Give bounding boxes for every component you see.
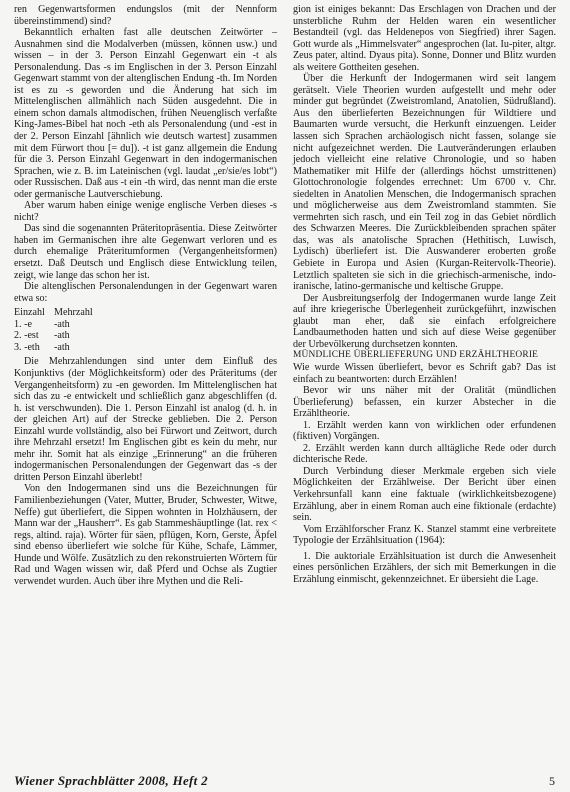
paragraph: Bekanntlich erhalten fast alle deutschen Zeitwörter – Ausnahmen sind die Modalverben (müssen, können usw.) und wissen – in der 3. Person Einzahl Gegenwart ein -t als Personalendung. Das -s im Englischen in der 3. Person Einzahl Gegenwart stammt von der altenglischen Endung -th. Im Norden ist es zu -s geworden und die Änderung hat sich im Mittelenglischen allmählich nach Süden ausgedehnt. Die in einem schon damals altmodischen, frühen Neuenglisch verfaßte King-James-Bibel hat noch -eth als Personalendung (und -est in der 2. Person Einzahl [ähnlich wie deutsch wartest] zusammen mit dem Fürwort thou [= du]). -t ist ganz allgemein die Endung für die 3. Person Einzahl Gegenwart in den indogermanischen Sprachen, wie z. B. im Lateinischen (vgl. laudat „er/sie/es lobt“) oder Russischen. Daß aus -t ein -th wird, das nennt man die erste oder germanische Lautverschiebung. [14, 27, 277, 200]
paragraph: Das sind die sogenannten Präteritopräsentia. Diese Zeitwörter haben im Germanischen ihre alte Gegenwart verloren und es durch ehemalige Präteritumformen (Vergangenheitsformen) ersetzt. Daß Deutsch und Englisch diese Entwicklung teilen, zeigt, wie lange das schon her ist. [14, 223, 277, 281]
paragraph: 2. Erzählt werden kann durch alltägliche Rede oder durch dichterische Rede. [293, 442, 556, 466]
right-column [293, 4, 556, 585]
table-cell: 1. -e [14, 318, 32, 330]
table-cell: -ath [54, 341, 70, 353]
paragraph: Vom Erzählforscher Franz K. Stanzel stammt eine verbreitete Typologie der Erzählsituation (1964): [293, 523, 556, 547]
paragraph: gion ist einiges bekannt: Das Erschlagen von Drachen und der unsterbliche Ruhm der Helden waren ein wesentlicher Bestandteil (vgl. das Heldenepos von Siegfried) ihrer Sagen. Gott wurde als „Himmelsvater“ angesprochen (lat. Iu-piter, altgr. Zeus pater, altind. Dyaus pita). Sonne, Donner und Blitz wurden als weitere Gottheiten gesehen. [293, 4, 556, 73]
table-cell: -ath [54, 318, 70, 330]
section-heading: MÜNDLICHE ÜBERLIEFERUNG UND ERZÄHLTHEORIE [293, 350, 539, 361]
paragraph: Die altenglischen Personalendungen in der Gegenwart waren etwa so: [14, 281, 277, 304]
table-cell: 2. -est [14, 330, 39, 342]
table-cell: -ath [54, 330, 70, 342]
paragraph: Wie wurde Wissen überliefert, bevor es Schrift gab? Das ist einfach zu beantworten: durch Erzählen! [293, 361, 556, 385]
table-cell: 3. -eth [14, 341, 40, 353]
left-column [14, 4, 277, 587]
endings-table [14, 307, 277, 353]
paragraph: Bevor wir uns näher mit der Oralität (mündlichen Überlieferung) befassen, ein kurzer Abstecher in die Erzähltheorie. [293, 385, 556, 420]
paragraph: Über die Herkunft der Indogermanen wird seit langem gerätselt. Viele Theorien wurden aufgestellt und mehr oder minder gut begründet (Zweistromland, Anatolien, Südrußland). Aus den überlieferten Bezeichnungen für Wildtiere und Baumarten wurde versucht, die Herkunft einzuengen. Leider lassen sich Sprachen archäologisch nicht fassen, solange sie nicht aufgezeichnet werden. Die Lautveränderungen erlauben jedoch vielleicht eine relative Chronologie, und so haben Mathematiker mit Hilfe der (allerdings höchst umstrittenen) Glottochronologie folgendes errechnet: Um 6700 v. Chr. siedelten in Anatolien Menschen, die Indogermanisch sprachen und möglicherweise aus dem Zweistromland stammten. Sie vermehrten sich rasch, und ein Teil zog in das Gebiet nördlich des Schwarzen Meeres. Die Zurückbleibenden sprachen später das, was als anatolische Sprachen (Hethitisch, Luwisch, Lydisch) überliefert ist. Die Auswanderer eroberten große Gebiete in Europa und Asien (Kurgan-Reitervolk-Theorie). Letztlich spalteten sie sich in die griechisch-armenische, indo-iranische, latino-germanische und keltische Gruppe. [293, 73, 556, 293]
paragraph: 1. Die auktoriale Erzählsituation ist durch die Anwesenheit eines persönlichen Erzählers, der sich mit Bemerkungen in die Erzählung einmischt, gekennzeichnet. Er übersieht die Lage. [293, 550, 556, 585]
paragraph: Durch Verbindung dieser Merkmale ergeben sich viele Möglichkeiten der Erzählweise. Der Bericht über einen Verkehrsunfall kann eine faktuale (wirklichkeitsbezogene) Erzählung, aber in einem Roman auch eine fiktionale (erdachte) sein. [293, 465, 556, 524]
page-number: 5 [549, 774, 555, 788]
paragraph: Aber warum haben einige wenige englische Verben dieses -s nicht? [14, 200, 277, 223]
paragraph: 1. Erzählt werden kann von wirklichen oder erfundenen (fiktiven) Vorgängen. [293, 419, 556, 443]
paragraph: Von den Indogermanen sind uns die Bezeichnungen für Familienbeziehungen (Vater, Mutter, Bruder, Schwester, Witwe, Neffe) gut überliefert, die Sippen wohnten in Holzhäusern, der Mann war der „Hausherr“. Es gab Stammeshäuptlinge (lat. rex < regs, altind. raja). Wörter für säen, pflügen, Korn, Gerste, Äpfel sind ebenso überliefert wie solche für Kühe, Schafe, Lämmer, Hunde und Wölfe. Zusätzlich zu den rekonstruierten Wörtern für Rad und Wagen wissen wir, daß Pferd und Ochse als Zugtier verwendet wurden. Auch über ihre Mythen und die Reli- [14, 483, 277, 587]
paragraph: Der Ausbreitungserfolg der Indogermanen wurde lange Zeit auf ihre kriegerische Überlegenheit zurückgeführt, inzwischen glaubt man eher, daß sie einfach erfolgreichere Landbaumethoden hatten und sich auf diese Weise gegenüber der Urbevölkerung durchsetzen konnten. [293, 292, 556, 350]
journal-footer: Wiener Sprachblätter 2008, Heft 2 [14, 773, 208, 788]
paragraph: ren Gegenwartsformen endungslos (mit der Nennform übereinstimmend) sind? [14, 4, 277, 27]
paragraph: Die Mehrzahlendungen sind unter dem Einfluß des Konjunktivs (der Möglichkeitsform) oder des Präteritums (der Vergangenheitsform) zu -en geworden. Im Mittelenglischen hat sich das zu -e entwickelt und schließlich ganz abgeschliffen (d. h. ist verschwunden). Die 1. Person Einzahl ist analog (d. h. in der gleichen Art) auf der Strecke geblieben. Die 2. Person Einzahl wurde vollständig, also bei Fürwort und Zeitwort, durch ihre Mehrzahl ersetzt! Im Englischen gibt es kein du mehr, nur mehr ihr. Somit hat als einzige „Erinnerung“ an die früheren indogermanischen Personalendungen der Gegenwart das -s der dritten Person Einzahl überlebt! [14, 356, 277, 483]
table-header-singular: Einzahl [14, 307, 45, 319]
table-header-plural: Mehrzahl [54, 307, 93, 319]
